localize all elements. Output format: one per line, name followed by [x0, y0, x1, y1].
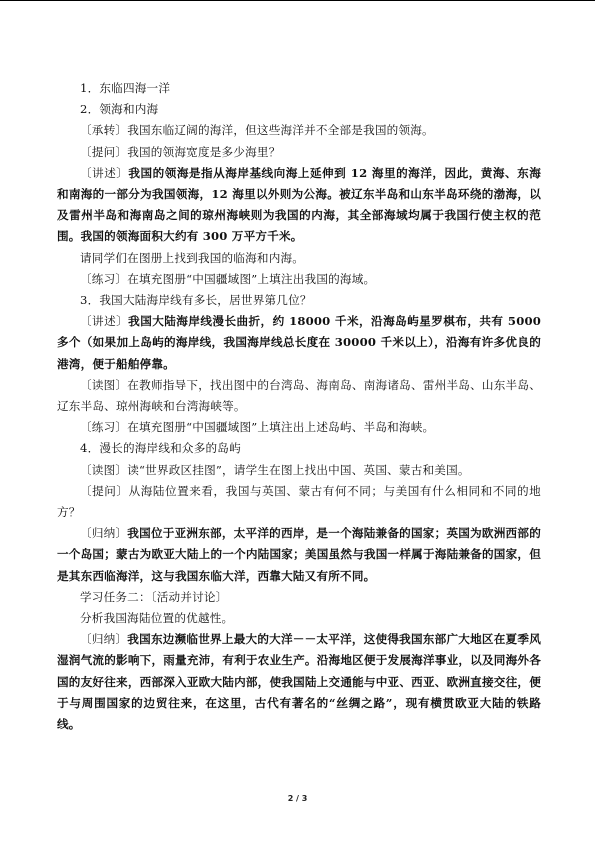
paragraph-label: 〔讲述〕 [80, 314, 129, 329]
paragraph-label: 〔读图〕 [80, 462, 128, 477]
paragraph-17 [57, 608, 541, 629]
paragraph-text: 我国东边濒临世界上最大的大洋－－太平洋，这使得我国东部广大地区在夏季风湿润气流的影响下，雨量充沛，有利于农业生产。沿海地区便于发展海洋事业，以及同海外各国的友好往来，西部深入亚欧大陆内部，使我国陆上交通能与中亚、西亚、欧洲直接交往，便于与周围国家的边贸往来，在这里，古代有著名的“丝绸之路”，现有横贯欧亚大陆的铁路线。 [57, 632, 541, 732]
paragraph-text: 3．我国大陆海岸线有多长，居世界第几位？ [80, 293, 312, 308]
paragraph-text: 分析我国海陆位置的优越性。 [80, 611, 234, 626]
paragraph-text: 我国大陆海岸线漫长曲折，约 18000 千米，沿海岛屿星罗棋布，共有 5000 多个（如果加上岛屿的海岸线，我国海岸线总长度在 30000 千米以上），沿海有许多优良的港湾，便于船舶停靠。 [57, 314, 541, 371]
paragraph-16 [57, 587, 541, 608]
paragraph-label: 〔读图〕 [80, 377, 128, 392]
paragraph-text: 2．领海和内海 [80, 102, 159, 117]
paragraph-text: 我国的领海宽度是多少海里？ [127, 144, 281, 159]
paragraph-text: 在填充图册“中国疆域图”上填注出我国的海域。 [127, 271, 376, 286]
paragraph-text: 在教师指导下，找出图中的台湾岛、海南岛、南海诸岛、雷州半岛、山东半岛、辽东半岛、琼州海峡和台湾海峡等。 [57, 377, 541, 414]
paragraph-text: 4．漫长的海岸线和众多的岛屿 [80, 441, 241, 456]
paragraph-label: 〔承转〕 [80, 123, 128, 138]
paragraph-label: 〔练习〕 [80, 420, 128, 435]
paragraph-5 [57, 163, 541, 248]
page-number: 2 / 3 [287, 794, 308, 803]
paragraph-12 [57, 438, 541, 459]
paragraph-2 [57, 99, 541, 120]
paragraph-text: 从海陆位置来看，我国与英国、蒙古有何不同；与美国有什么相同和不同的地方？ [57, 483, 541, 520]
paragraph-label: 〔提问〕 [80, 483, 129, 498]
paragraph-text: 我国的领海是指从海岸基线向海上延伸到 12 海里的海洋，因此，黄海、东海和南海的一部分为我国领海，12 海里以外则为公海。被辽东半岛和山东半岛环绕的渤海，以及雷州半岛和海南岛之间的琼州海峡则为我国的内海，其全部海域均属于我国行使主权的范围。我国的领海面积大约有 300 万平方千米。 [57, 165, 541, 244]
paragraph-text: 学习任务二：〔活动并讨论〕 [80, 589, 228, 604]
paragraph-15 [57, 523, 541, 587]
paragraph-10 [57, 375, 541, 417]
paragraph-text: 1．东临四海一洋 [80, 81, 171, 95]
paragraph-7 [57, 269, 541, 290]
paragraph-9 [57, 311, 541, 375]
paragraph-label: 〔归纳〕 [80, 632, 128, 647]
paragraph-text: 在填充图册“中国疆域图”上填注出上述岛屿、半岛和海峡。 [127, 420, 435, 435]
paragraph-8 [57, 290, 541, 311]
top-rule [0, 0, 595, 1]
paragraph-4 [57, 142, 541, 163]
paragraph-label: 〔提问〕 [80, 144, 128, 159]
paragraph-label: 〔讲述〕 [80, 165, 129, 180]
paragraph-18 [57, 629, 541, 735]
paragraph-text: 我国位于亚洲东部，太平洋的西岸，是一个海陆兼备的国家；英国为欧洲西部的一个岛国；蒙古为欧亚大陆上的一个内陆国家；美国虽然与我国一样属于海陆兼备的国家，但是其东西临海洋，这与我国东临大洋，西靠大陆又有所不同。 [57, 526, 541, 583]
paragraph-11 [57, 417, 541, 438]
paragraph-14 [57, 481, 541, 523]
paragraph-6 [57, 248, 541, 269]
paragraph-label: 〔归纳〕 [80, 526, 128, 541]
paragraph-text: 请同学们在图册上找到我国的临海和内海。 [80, 250, 305, 265]
paragraph-3 [57, 120, 541, 141]
document-body [57, 78, 541, 735]
paragraph-text: 我国东临辽阔的海洋，但这些海洋并不全部是我国的领海。 [127, 123, 434, 138]
paragraph-13 [57, 460, 541, 481]
paragraph-1 [57, 78, 541, 99]
paragraph-text: 读“世界政区挂图”，请学生在图上找出中国、英国、蒙古和美国。 [127, 462, 470, 477]
paragraph-label: 〔练习〕 [80, 271, 128, 286]
